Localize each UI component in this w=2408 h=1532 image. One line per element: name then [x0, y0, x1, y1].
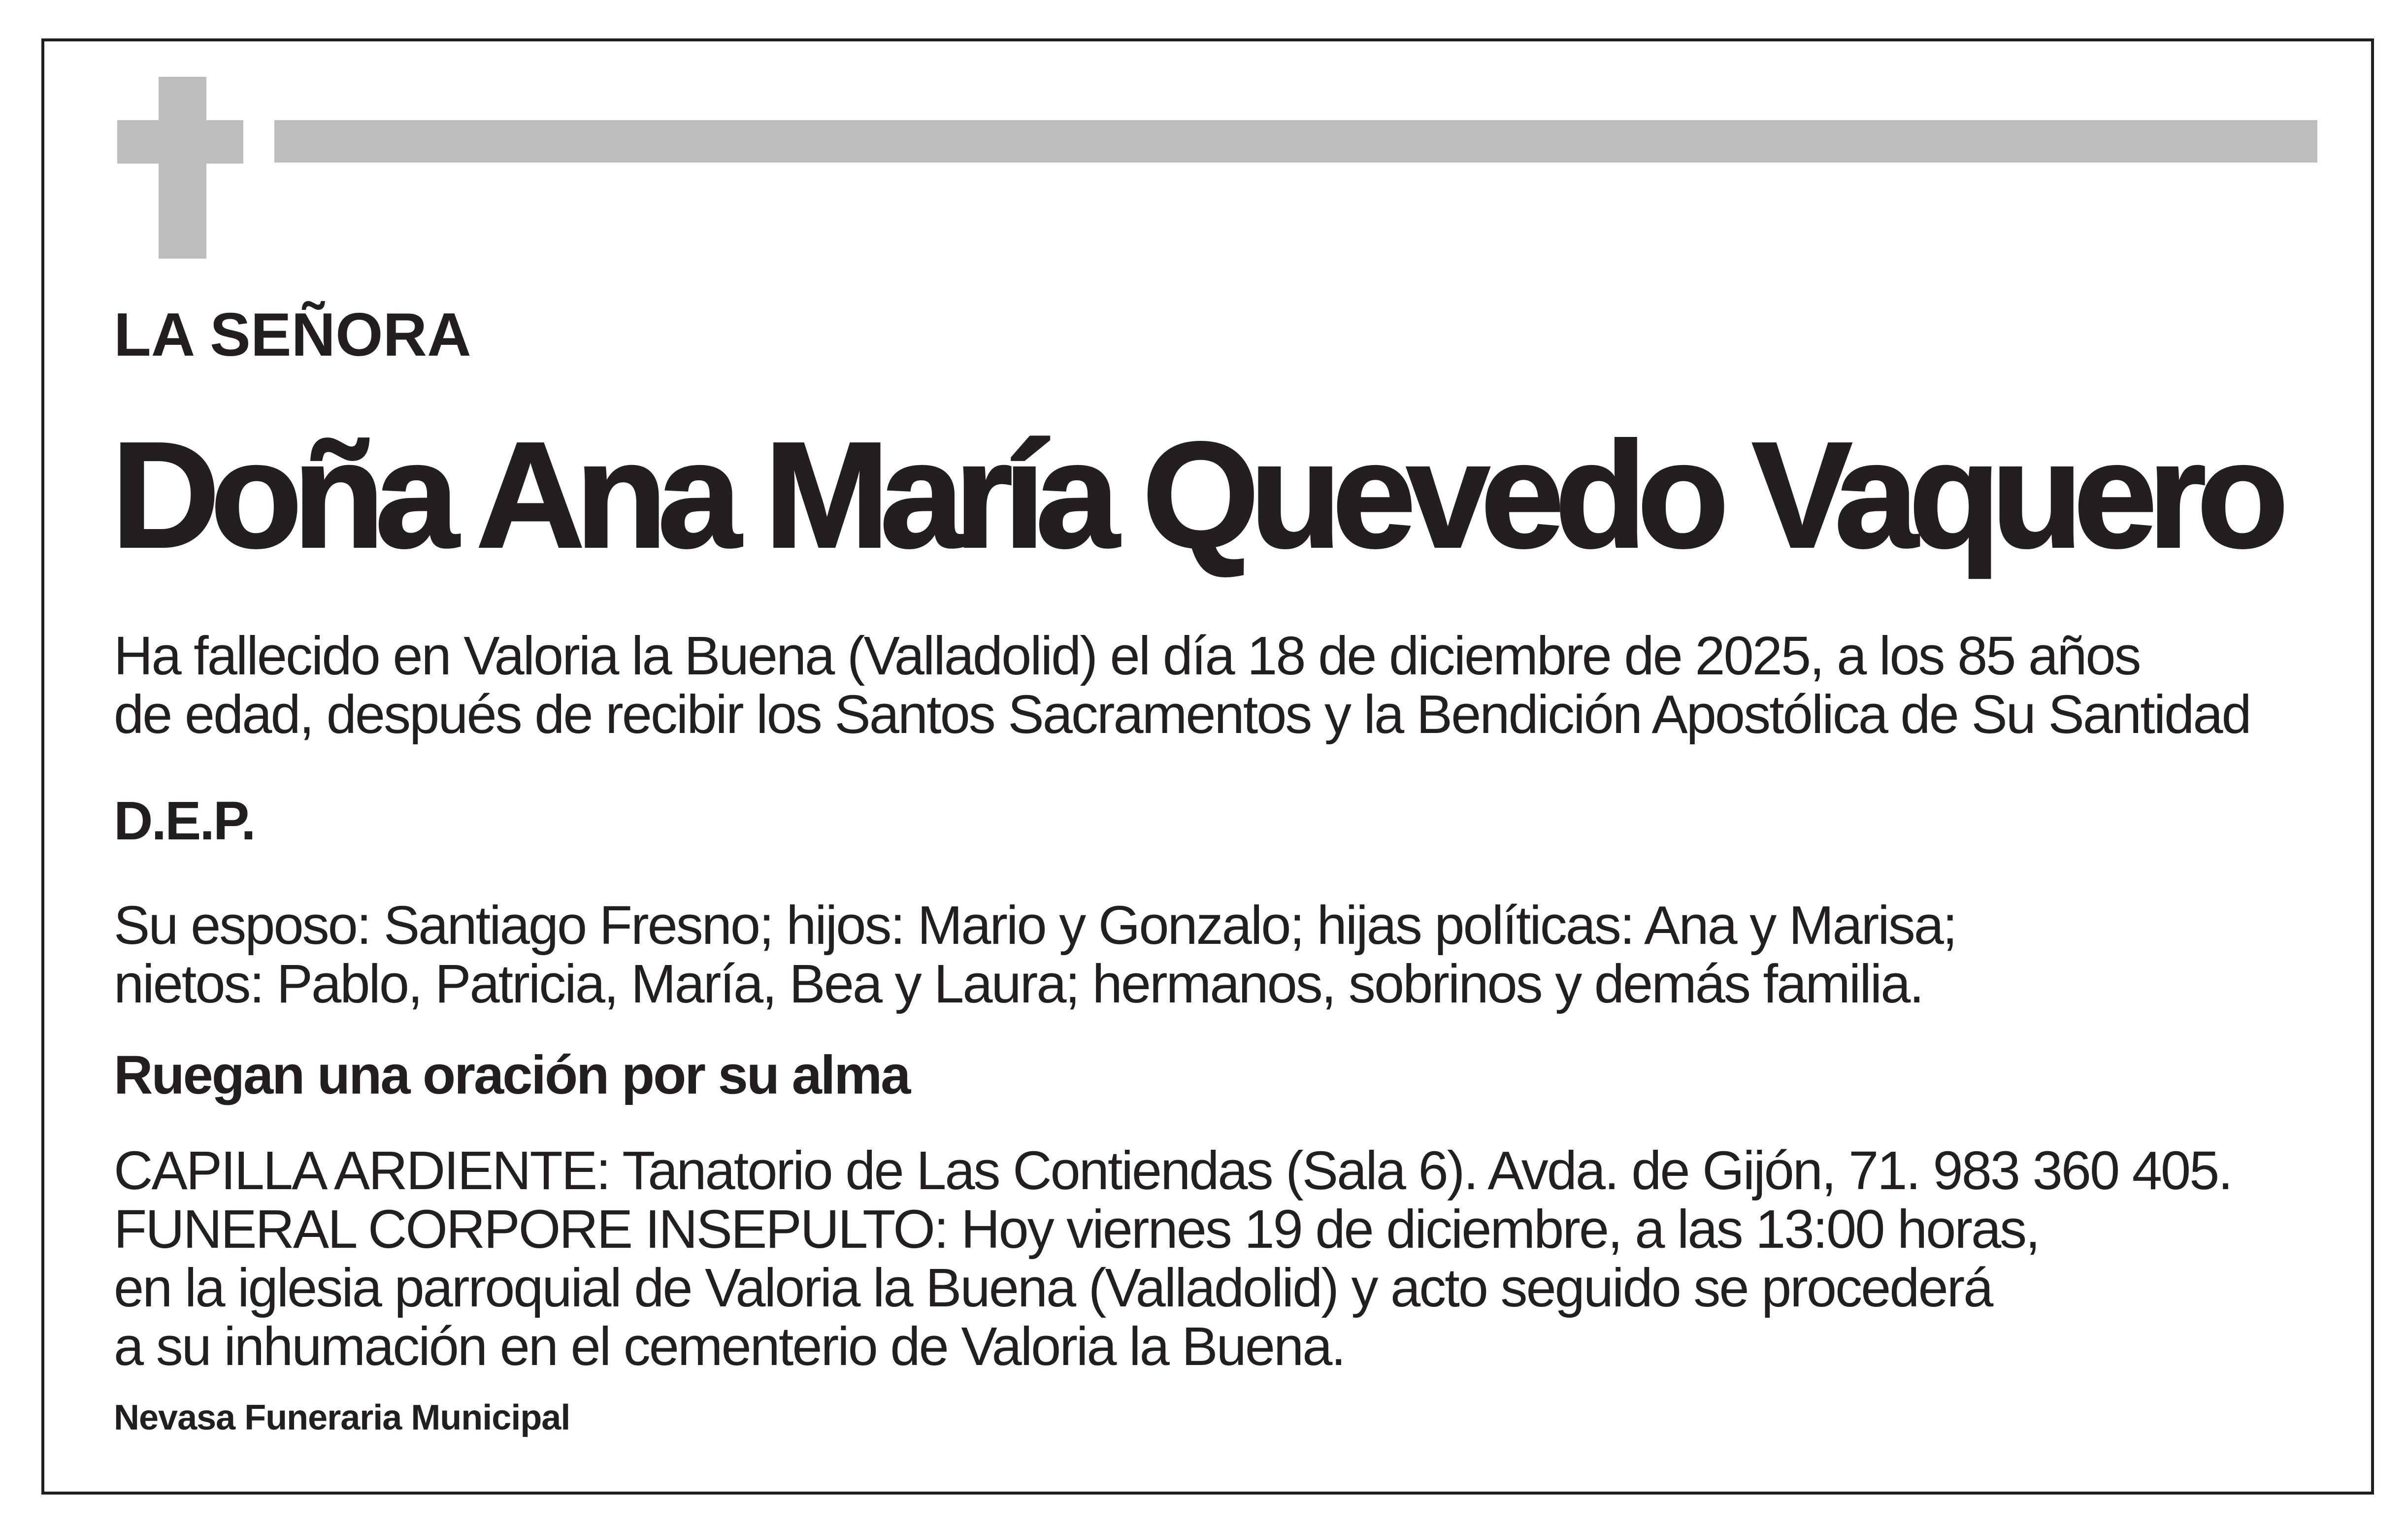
cross-vertical-bar	[159, 77, 206, 259]
honorific: LA SEÑORA	[114, 301, 471, 369]
deceased-name: Doña Ana María Quevedo Vaquero	[111, 411, 2279, 579]
service-line: FUNERAL CORPORE INSEPULTO: Hoy viernes 19 de diciembre, a las 13:00 horas,	[114, 1199, 2039, 1260]
service-line: CAPILLA ARDIENTE: Tanatorio de Las Contiendas (Sala 6). Avda. de Gijón, 71. 983 360 405.	[114, 1140, 2232, 1201]
funeral-home-name: Nevasa Funeraria Municipal	[114, 1398, 570, 1437]
service-line: en la iglesia parroquial de Valoria la Buena (Valladolid) y acto seguido se procederá	[114, 1258, 1992, 1318]
rip-text: D.E.P.	[114, 791, 255, 851]
announcement-line: Ha fallecido en Valoria la Buena (Valladolid) el día 18 de diciembre de 2025, a los 85 años	[114, 626, 2140, 686]
family-line: Su esposo: Santiago Fresno; hijos: Mario y Gonzalo; hijas políticas: Ana y Marisa;	[114, 895, 1956, 956]
header-rule	[274, 120, 2317, 163]
service-line: a su inhumación en el cementerio de Valoria la Buena.	[114, 1316, 1345, 1377]
announcement-paragraph	[114, 627, 2250, 744]
prayer-request: Ruegan una oración por su alma	[114, 1045, 910, 1105]
family-paragraph	[114, 896, 1956, 1013]
cross-horizontal-bar	[117, 120, 243, 164]
announcement-line: de edad, después de recibir los Santos Sacramentos y la Bendición Apostólica de Su Santidad	[114, 684, 2250, 745]
services-paragraph	[114, 1141, 2232, 1376]
family-line: nietos: Pablo, Patricia, María, Bea y Laura; hermanos, sobrinos y demás familia.	[114, 954, 1923, 1014]
